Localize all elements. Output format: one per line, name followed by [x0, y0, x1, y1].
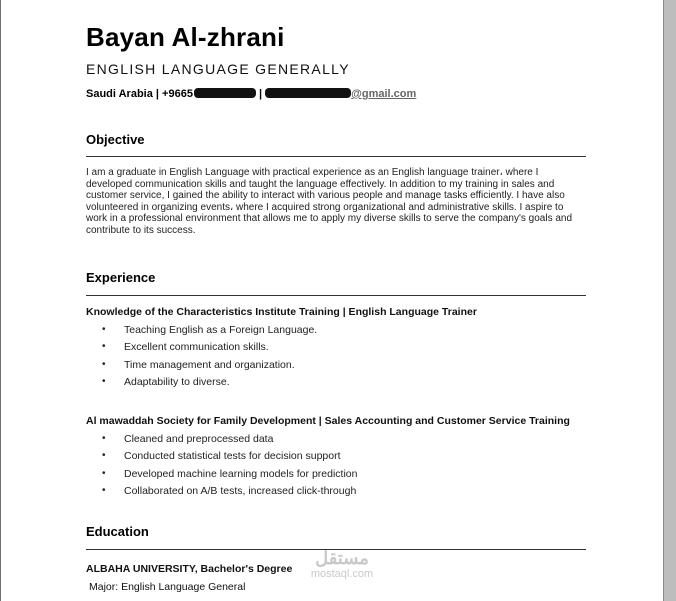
- education-school: ALBAHA UNIVERSITY, Bachelor's Degree: [86, 563, 293, 575]
- contact-separator: |: [152, 88, 163, 100]
- job-bullet-list: [102, 324, 317, 393]
- objective-heading: Objective: [86, 132, 145, 147]
- watermark-logo: مستقل: [315, 548, 369, 568]
- job-heading: Knowledge of the Characteristics Institute Training | English Language Trainer: [86, 306, 477, 318]
- education-heading: Education: [86, 524, 149, 539]
- watermark-text: mostaql.com: [310, 568, 374, 580]
- job-bullet-list: [102, 433, 357, 502]
- contact-phone: +9665: [162, 88, 193, 100]
- contact-separator: |: [255, 88, 266, 100]
- contact-line: [86, 88, 416, 100]
- list-item: • Developed machine learning models for prediction: [102, 468, 357, 485]
- mostaql-watermark: [297, 548, 387, 590]
- list-item: • Time management and organization.: [102, 359, 317, 376]
- list-item: • Cleaned and preprocessed data: [102, 433, 357, 450]
- contact-location: Saudi Arabia: [86, 88, 153, 100]
- email-redaction: [265, 88, 351, 98]
- education-major: Major: English Language General: [89, 581, 246, 593]
- objective-divider: [86, 156, 586, 157]
- objective-text: I am a graduate in English Language with practical experience as an English language trainer، where I developed communication skills and taught the language effectively. In addition to my training in sales and customer service, I gained the ability to interact with various people and manage tasks efficiently. I have also volunteered in organizing events، where I acquired strong organizational and administrative skills. I aspire to work in a professional environment that allows me to apply my diverse skills to serve the company's goals and contribute to its success.: [86, 167, 573, 236]
- job-heading: Al mawaddah Society for Family Development | Sales Accounting and Customer Service Training: [86, 415, 570, 427]
- list-item: • Conducted statistical tests for decision support: [102, 450, 357, 467]
- resume-page: [1, 0, 663, 601]
- resume-name: Bayan Al-zhrani: [86, 22, 285, 52]
- experience-heading: Experience: [86, 270, 156, 285]
- list-item: • Excellent communication skills.: [102, 341, 317, 358]
- viewer-scrollbar[interactable]: [663, 0, 676, 601]
- list-item: • Adaptability to diverse.: [102, 376, 317, 393]
- experience-divider: [86, 295, 586, 296]
- list-item: • Teaching English as a Foreign Language.: [102, 324, 317, 341]
- contact-email[interactable]: @gmail.com: [351, 88, 417, 100]
- phone-redaction: [194, 88, 256, 98]
- list-item: • Collaborated on A/B tests, increased click-through: [102, 485, 357, 502]
- resume-headline: ENGLISH LANGUAGE GENERALLY: [86, 61, 350, 77]
